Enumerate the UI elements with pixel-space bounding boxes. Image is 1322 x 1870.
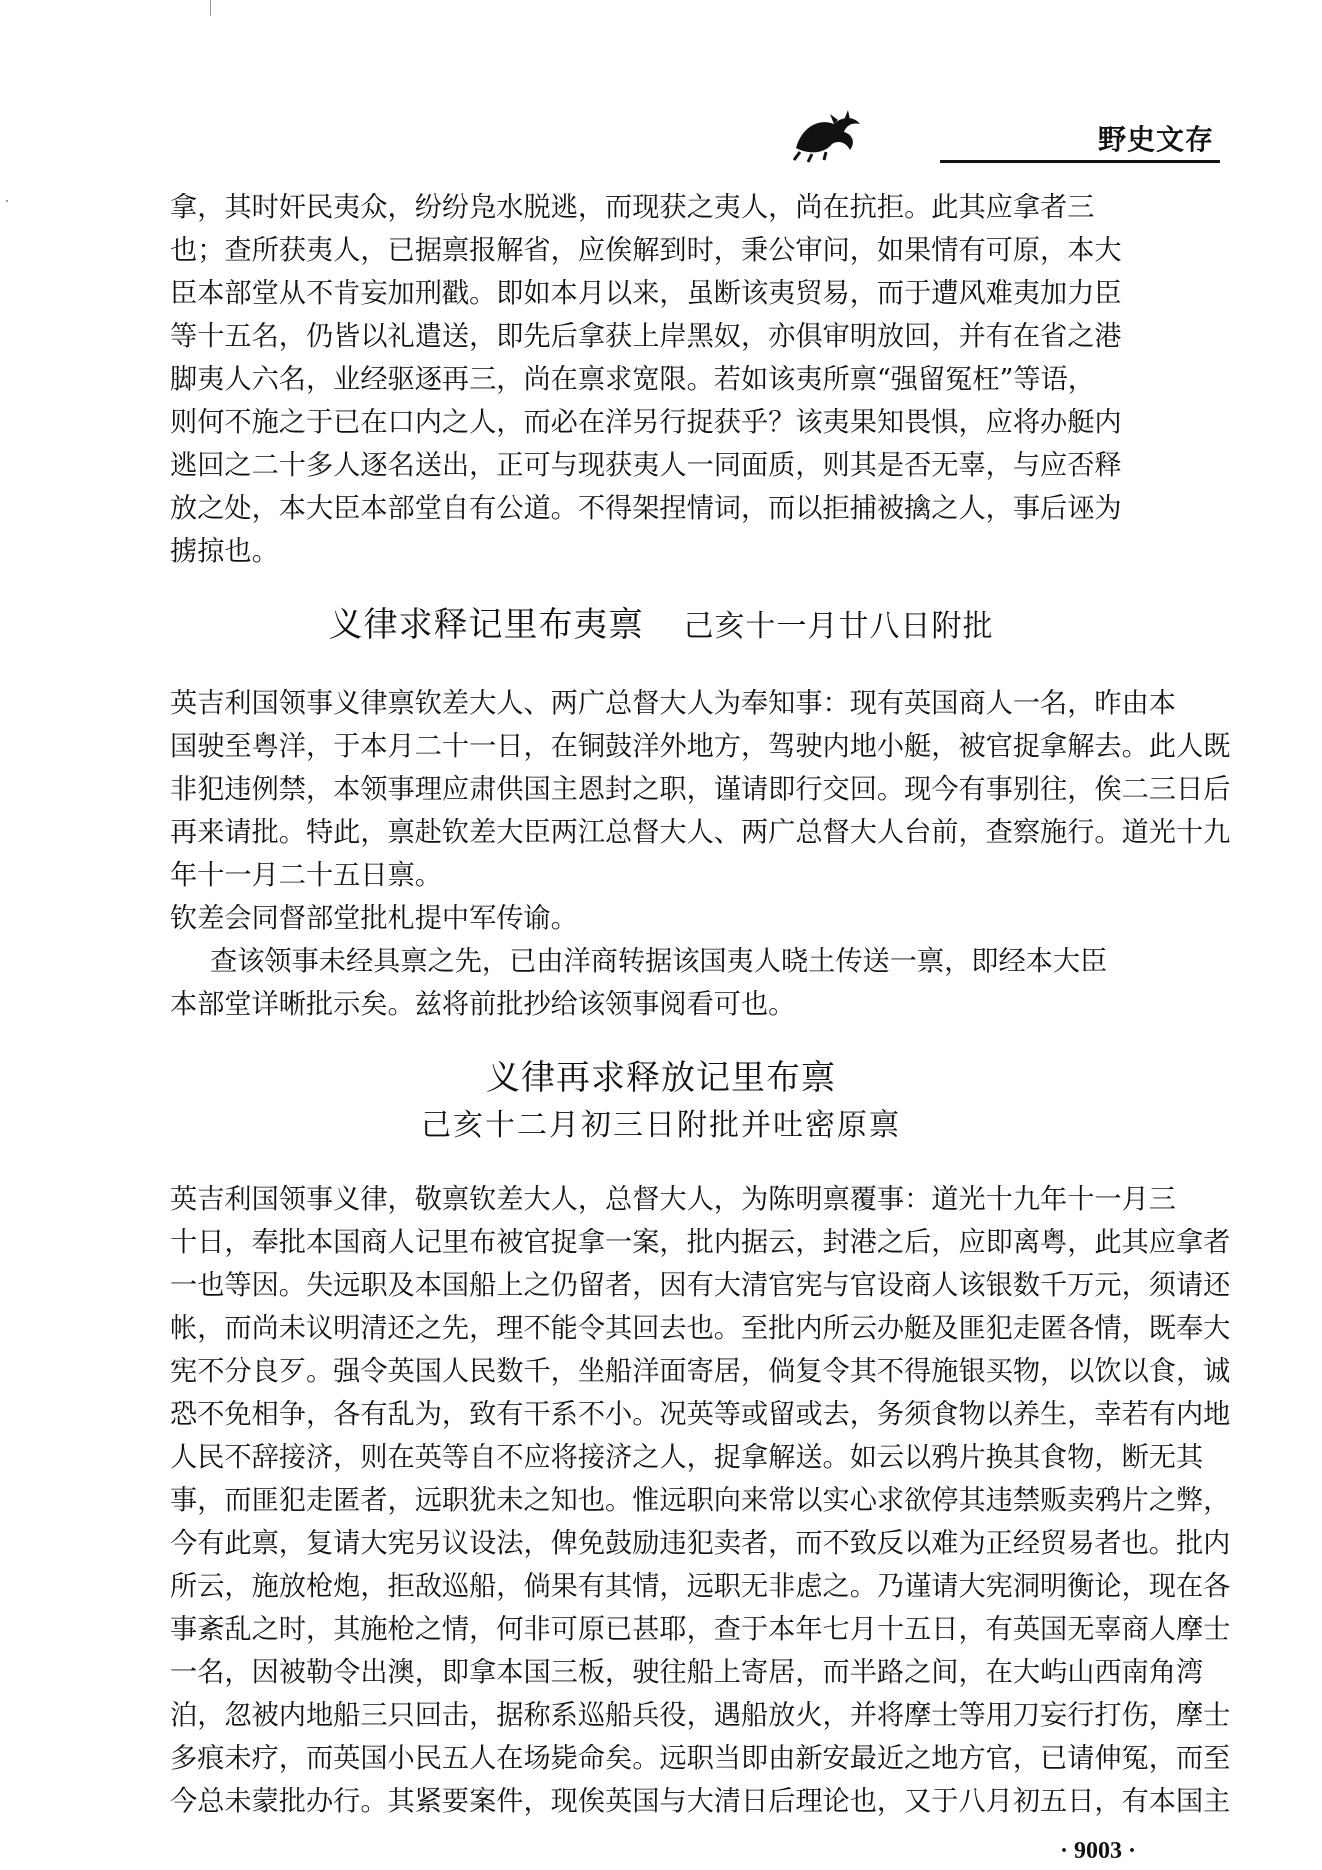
text-line: 也；查所获夷人，已据禀报解省，应俟解到时，秉公审问，如果情有可原，本大 (170, 235, 1122, 266)
page-number: · 9003 · (1060, 1838, 1137, 1864)
dragon-icon (790, 108, 870, 164)
text-line: 国驶至粤洋，于本月二十一日，在铜鼓洋外地方，驾驶内地小艇，被官捉拿解去。此人既 (170, 731, 1231, 762)
text-line: 英吉利国领事义律，敬禀钦差大人，总督大人，为陈明禀覆事：道光十九年十一月三 (170, 1184, 1176, 1215)
header-rule (940, 160, 1220, 163)
text-line: 宪不分良歹。强令英国人民数千，坐船洋面寄居，倘复令其不得施银买物，以饮以食，诚 (170, 1356, 1231, 1387)
text-line: 放之处，本大臣本部堂自有公道。不得架捏情词，而以拒捕被擒之人，事后诬为 (170, 493, 1122, 524)
text-line: 今有此禀，复请大宪另议设法，俾免鼓励违犯卖者，而不致反以难为正经贸易者也。批内 (170, 1528, 1231, 1559)
section-subtitle: 己亥十二月初三日附批并吐密原禀 (421, 1108, 901, 1143)
scan-margin-dot (6, 200, 8, 202)
text-line: 掳掠也。 (170, 536, 279, 567)
text-line: 臣本部堂从不肯妄加刑戳。即如本月以来，虽断该夷贸易，而于遭风难夷加力臣 (170, 278, 1122, 309)
scan-margin-mark (210, 0, 211, 16)
reply-body (170, 940, 1170, 1026)
reply-intro: 钦差会同督部堂批札提中军传谕。 (170, 903, 578, 934)
section-heading (0, 597, 1322, 646)
running-header (790, 108, 1220, 168)
text-line: 英吉利国领事义律禀钦差大人、两广总督大人为奉知事：现有英国商人一名，昨由本 (170, 688, 1176, 719)
text-line: 一也等因。失远职及本国船上之仍留者，因有大清官宪与官设商人该银数千万元，须请还 (170, 1270, 1231, 1301)
text-line: 一名，因被勒令出澳，即拿本国三板，驶往船上寄居，而半路之间，在大屿山西南角湾 (170, 1657, 1204, 1688)
text-line: 拿，其时奸民夷众，纷纷凫水脱逃，而现获之夷人，尚在抗拒。此其应拿者三 (170, 192, 1095, 223)
text-line: 事紊乱之时，其施枪之情，何非可原已甚耶，查于本年七月十五日，有英国无辜商人摩士 (170, 1614, 1231, 1645)
text-line: 十日，奉批本国商人记里布被官捉拿一案，批内据云，封港之后，应即离粤，此其应拿者 (170, 1227, 1231, 1258)
text-line: 再来请批。特此，禀赴钦差大臣两江总督大人、两广总督大人台前，查察施行。道光十九 (170, 817, 1231, 848)
section-title: 义律求释记里布夷禀 (328, 605, 644, 645)
text-line: 事，而匪犯走匿者，远职犹未之知也。惟远职向来常以实心求欲停其违禁贩卖鸦片之弊， (170, 1485, 1231, 1516)
text-line: 年十一月二十五日禀。 (170, 860, 442, 891)
text-line: 则何不施之于已在口内之人，而必在洋另行捉获乎？该夷果知畏惧，应将办艇内 (170, 407, 1122, 438)
text-line: 泊，忽被内地船三只回击，据称系巡船兵役，遇船放火，并将摩士等用刀妄行打伤，摩士 (170, 1700, 1231, 1731)
text-line: 帐，而尚未议明清还之先，理不能令其回去也。至批内所云办艇及匪犯走匿各情，既奉大 (170, 1313, 1231, 1344)
text-line: 所云，施放枪炮，拒敌巡船，倘果有其情，远职无非虑之。乃谨请大宪洞明衡论，现在各 (170, 1571, 1231, 1602)
text-line: 恐不免相争，各有乱为，致有干系不小。况英等或留或去，务须食物以养生，幸若有内地 (170, 1399, 1231, 1430)
text-line: 等十五名，仍皆以礼遣送，即先后拿获上岸黑奴，亦俱审明放回，并有在省之港 (170, 321, 1122, 352)
section-date: 己亥十一月廿八日附批 (683, 609, 994, 644)
text-line: 逃回之二十多人逐名送出，正可与现获夷人一同面质，则其是否无辜，与应否释 (170, 450, 1122, 481)
section-heading (0, 1050, 1322, 1099)
petition-body (170, 682, 1231, 940)
text-line: 查该领事未经具禀之先，已由洋商转据该国夷人晓土传送一禀，即经本大臣 (210, 946, 1108, 977)
text-line: 非犯违例禁，本领事理应肃供国主恩封之职，谨请即行交回。现今有事别往，俟二三日后 (170, 774, 1231, 805)
text-line: 本部堂详晰批示矣。兹将前批抄给该领事阅看可也。 (170, 989, 796, 1020)
text-line: 脚夷人六名，业经驱逐再三，尚在禀求宽限。若如该夷所禀“强留冤枉”等语， (170, 364, 1095, 395)
text-line: 今总未蒙批办行。其紧要案件，现俟英国与大清日后理论也，又于八月初五日，有本国主 (170, 1786, 1231, 1817)
continued-paragraph (170, 186, 1170, 573)
text-line: 人民不辞接济，则在英等自不应将接济之人，捉拿解送。如云以鸦片换其食物，断无其 (170, 1442, 1204, 1473)
section-title: 义律再求释放记里布禀 (486, 1058, 836, 1098)
text-line: 多痕未疗，而英国小民五人在场毙命矣。远职当即由新安最近之地方官，已请伸冤，而至 (170, 1743, 1231, 1774)
series-title: 野史文存 (1097, 123, 1214, 156)
petition-body (170, 1178, 1231, 1823)
